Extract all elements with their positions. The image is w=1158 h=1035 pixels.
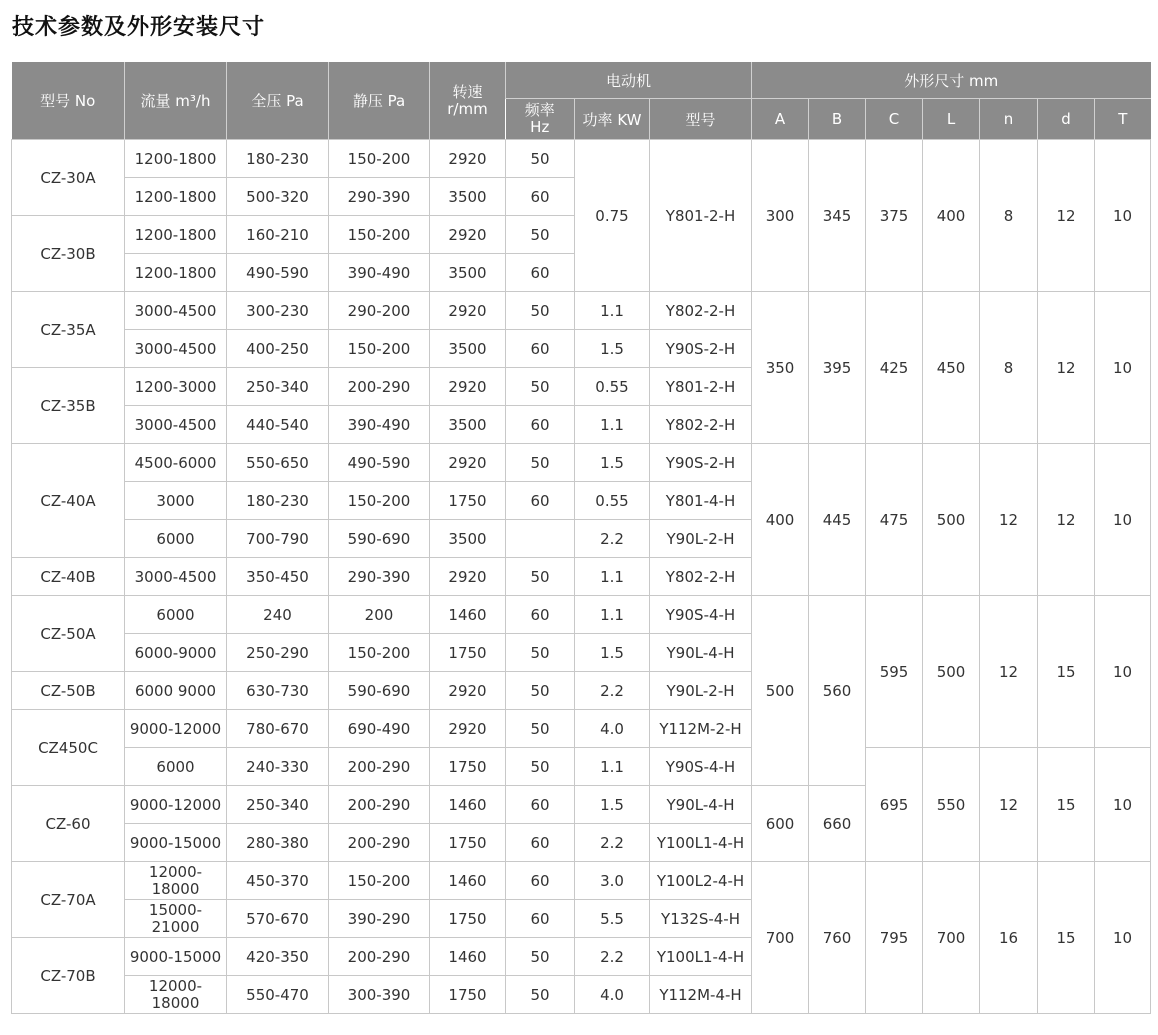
table-row xyxy=(12,140,1151,178)
freq-cell: 60 xyxy=(506,178,575,216)
power-cell: 1.1 xyxy=(575,292,650,330)
motor-model-cell: Y112M-2-H xyxy=(650,710,752,748)
static-pressure-cell: 290-200 xyxy=(329,292,430,330)
header-static-pressure: 静压 Pa xyxy=(329,62,430,140)
header-freq-line1: 频率 xyxy=(524,101,555,119)
power-cell: 4.0 xyxy=(575,710,650,748)
model-cell: CZ-30A xyxy=(12,140,125,216)
total-pressure-cell: 300-230 xyxy=(227,292,329,330)
freq-cell: 50 xyxy=(506,976,575,1014)
flow-cell: 12000-18000 xyxy=(125,976,227,1014)
table-row xyxy=(12,748,1151,786)
header-total-pressure: 全压 Pa xyxy=(227,62,329,140)
dim-c-cell: 475 xyxy=(866,444,923,596)
speed-cell: 1750 xyxy=(430,900,506,938)
dim-d-cell: 15 xyxy=(1038,862,1095,1014)
model-cell: CZ-35B xyxy=(12,368,125,444)
model-cell: CZ-50A xyxy=(12,596,125,672)
freq-cell: 50 xyxy=(506,444,575,482)
speed-cell: 3500 xyxy=(430,178,506,216)
header-motor-power: 功率 KW xyxy=(575,99,650,140)
power-cell: 1.5 xyxy=(575,444,650,482)
static-pressure-cell: 150-200 xyxy=(329,482,430,520)
flow-cell: 1200-1800 xyxy=(125,140,227,178)
total-pressure-cell: 350-450 xyxy=(227,558,329,596)
header-dim-c: C xyxy=(866,99,923,140)
dim-a-cell: 700 xyxy=(752,862,809,1014)
dim-n-cell: 12 xyxy=(980,748,1038,862)
header-dims-group: 外形尺寸 mm xyxy=(752,62,1151,99)
freq-cell: 60 xyxy=(506,900,575,938)
dim-d-cell: 15 xyxy=(1038,748,1095,862)
speed-cell: 1460 xyxy=(430,786,506,824)
dim-d-cell: 12 xyxy=(1038,140,1095,292)
flow-cell: 1200-1800 xyxy=(125,216,227,254)
total-pressure-cell: 240-330 xyxy=(227,748,329,786)
dim-a-cell: 600 xyxy=(752,786,809,862)
motor-model-cell: Y802-2-H xyxy=(650,292,752,330)
freq-cell: 60 xyxy=(506,330,575,368)
header-dim-n: n xyxy=(980,99,1038,140)
flow-cell: 6000 xyxy=(125,596,227,634)
power-cell: 1.1 xyxy=(575,748,650,786)
total-pressure-cell: 250-340 xyxy=(227,786,329,824)
table-row xyxy=(12,596,1151,634)
total-pressure-cell: 180-230 xyxy=(227,140,329,178)
motor-model-cell: Y132S-4-H xyxy=(650,900,752,938)
dim-t-cell: 10 xyxy=(1095,748,1151,862)
static-pressure-cell: 290-390 xyxy=(329,558,430,596)
dim-t-cell: 10 xyxy=(1095,140,1151,292)
freq-cell: 60 xyxy=(506,254,575,292)
speed-cell: 3500 xyxy=(430,406,506,444)
dim-t-cell: 10 xyxy=(1095,292,1151,444)
dim-n-cell: 16 xyxy=(980,862,1038,1014)
model-cell: CZ450C xyxy=(12,710,125,786)
speed-cell: 3500 xyxy=(430,254,506,292)
dim-c-cell: 795 xyxy=(866,862,923,1014)
freq-cell: 50 xyxy=(506,216,575,254)
motor-model-cell: Y90L-4-H xyxy=(650,634,752,672)
total-pressure-cell: 570-670 xyxy=(227,900,329,938)
header-dim-d: d xyxy=(1038,99,1095,140)
dim-d-cell: 15 xyxy=(1038,596,1095,748)
speed-cell: 2920 xyxy=(430,558,506,596)
model-cell: CZ-50B xyxy=(12,672,125,710)
motor-model-cell: Y90L-4-H xyxy=(650,786,752,824)
total-pressure-cell: 700-790 xyxy=(227,520,329,558)
dim-c-cell: 695 xyxy=(866,748,923,862)
speed-cell: 1750 xyxy=(430,976,506,1014)
static-pressure-cell: 590-690 xyxy=(329,520,430,558)
motor-model-cell: Y100L1-4-H xyxy=(650,938,752,976)
freq-cell: 50 xyxy=(506,368,575,406)
freq-cell: 60 xyxy=(506,596,575,634)
total-pressure-cell: 550-470 xyxy=(227,976,329,1014)
freq-cell: 60 xyxy=(506,406,575,444)
power-cell: 4.0 xyxy=(575,976,650,1014)
header-flow: 流量 m³/h xyxy=(125,62,227,140)
dim-b-cell: 395 xyxy=(809,292,866,444)
power-cell: 0.55 xyxy=(575,482,650,520)
static-pressure-cell: 150-200 xyxy=(329,140,430,178)
dim-l-cell: 700 xyxy=(923,862,980,1014)
power-cell: 2.2 xyxy=(575,824,650,862)
power-cell: 5.5 xyxy=(575,900,650,938)
flow-cell: 6000 xyxy=(125,748,227,786)
speed-cell: 1750 xyxy=(430,824,506,862)
dim-c-cell: 595 xyxy=(866,596,923,748)
static-pressure-cell: 390-290 xyxy=(329,900,430,938)
total-pressure-cell: 250-290 xyxy=(227,634,329,672)
flow-cell: 1200-3000 xyxy=(125,368,227,406)
model-cell: CZ-70B xyxy=(12,938,125,1014)
motor-model-cell: Y90L-2-H xyxy=(650,672,752,710)
freq-cell: 50 xyxy=(506,634,575,672)
header-speed-line1: 转速 xyxy=(452,82,483,101)
speed-cell: 2920 xyxy=(430,216,506,254)
flow-cell: 6000 xyxy=(125,520,227,558)
model-cell: CZ-40A xyxy=(12,444,125,558)
motor-model-cell: Y90S-2-H xyxy=(650,444,752,482)
total-pressure-cell: 450-370 xyxy=(227,862,329,900)
motor-model-cell: Y112M-4-H xyxy=(650,976,752,1014)
flow-cell: 9000-15000 xyxy=(125,824,227,862)
dim-b-cell: 345 xyxy=(809,140,866,292)
power-cell: 2.2 xyxy=(575,672,650,710)
dim-l-cell: 550 xyxy=(923,748,980,862)
freq-cell: 50 xyxy=(506,558,575,596)
static-pressure-cell: 390-490 xyxy=(329,406,430,444)
total-pressure-cell: 490-590 xyxy=(227,254,329,292)
freq-cell: 60 xyxy=(506,482,575,520)
speed-cell: 3500 xyxy=(430,520,506,558)
flow-cell: 9000-15000 xyxy=(125,938,227,976)
flow-cell: 15000-21000 xyxy=(125,900,227,938)
power-cell: 1.1 xyxy=(575,558,650,596)
total-pressure-cell: 630-730 xyxy=(227,672,329,710)
flow-cell: 1200-1800 xyxy=(125,254,227,292)
flow-cell: 6000 9000 xyxy=(125,672,227,710)
dim-a-cell: 350 xyxy=(752,292,809,444)
static-pressure-cell: 590-690 xyxy=(329,672,430,710)
model-cell: CZ-70A xyxy=(12,862,125,938)
static-pressure-cell: 200-290 xyxy=(329,748,430,786)
static-pressure-cell: 200-290 xyxy=(329,824,430,862)
motor-model-cell: Y100L2-4-H xyxy=(650,862,752,900)
static-pressure-cell: 150-200 xyxy=(329,330,430,368)
spec-table xyxy=(11,62,1151,1014)
static-pressure-cell: 150-200 xyxy=(329,634,430,672)
total-pressure-cell: 500-320 xyxy=(227,178,329,216)
model-cell: CZ-35A xyxy=(12,292,125,368)
static-pressure-cell: 200-290 xyxy=(329,368,430,406)
power-cell: 1.5 xyxy=(575,786,650,824)
flow-cell: 3000 xyxy=(125,482,227,520)
dim-l-cell: 400 xyxy=(923,140,980,292)
motor-model-cell: Y90S-2-H xyxy=(650,330,752,368)
header-dim-a: A xyxy=(752,99,809,140)
freq-cell: 50 xyxy=(506,292,575,330)
static-pressure-cell: 150-200 xyxy=(329,216,430,254)
dim-d-cell: 12 xyxy=(1038,292,1095,444)
static-pressure-cell: 200 xyxy=(329,596,430,634)
freq-cell xyxy=(506,520,575,558)
freq-cell: 50 xyxy=(506,938,575,976)
dim-d-cell: 12 xyxy=(1038,444,1095,596)
total-pressure-cell: 780-670 xyxy=(227,710,329,748)
total-pressure-cell: 440-540 xyxy=(227,406,329,444)
dim-t-cell: 10 xyxy=(1095,596,1151,748)
static-pressure-cell: 150-200 xyxy=(329,862,430,900)
header-dim-l: L xyxy=(923,99,980,140)
header-dim-b: B xyxy=(809,99,866,140)
freq-cell: 60 xyxy=(506,786,575,824)
freq-cell: 60 xyxy=(506,862,575,900)
header-motor-model: 型号 xyxy=(650,99,752,140)
total-pressure-cell: 250-340 xyxy=(227,368,329,406)
freq-cell: 60 xyxy=(506,824,575,862)
header-model: 型号 No xyxy=(12,62,125,140)
dim-a-cell: 500 xyxy=(752,596,809,786)
header-freq-line2: Hz xyxy=(530,118,550,136)
power-cell: 1.5 xyxy=(575,634,650,672)
total-pressure-cell: 240 xyxy=(227,596,329,634)
motor-model-cell: Y802-2-H xyxy=(650,558,752,596)
total-pressure-cell: 280-380 xyxy=(227,824,329,862)
freq-cell: 50 xyxy=(506,672,575,710)
dim-t-cell: 10 xyxy=(1095,862,1151,1014)
motor-model-cell: Y802-2-H xyxy=(650,406,752,444)
power-cell: 3.0 xyxy=(575,862,650,900)
static-pressure-cell: 290-390 xyxy=(329,178,430,216)
dim-b-cell: 445 xyxy=(809,444,866,596)
header-dim-t: T xyxy=(1095,99,1151,140)
power-cell: 2.2 xyxy=(575,938,650,976)
speed-cell: 1750 xyxy=(430,634,506,672)
motor-model-cell: Y100L1-4-H xyxy=(650,824,752,862)
flow-cell: 6000-9000 xyxy=(125,634,227,672)
dim-a-cell: 400 xyxy=(752,444,809,596)
dim-l-cell: 500 xyxy=(923,444,980,596)
flow-cell: 12000-18000 xyxy=(125,862,227,900)
header-speed-line2: r/mm xyxy=(447,99,488,118)
motor-model-cell: Y90S-4-H xyxy=(650,596,752,634)
model-cell: CZ-40B xyxy=(12,558,125,596)
page-title: 技术参数及外形安装尺寸 xyxy=(12,15,266,40)
speed-cell: 1460 xyxy=(430,596,506,634)
dim-l-cell: 450 xyxy=(923,292,980,444)
dim-l-cell: 500 xyxy=(923,596,980,748)
dim-n-cell: 8 xyxy=(980,140,1038,292)
header-speed xyxy=(430,62,506,140)
freq-cell: 50 xyxy=(506,140,575,178)
motor-model-cell: Y801-2-H xyxy=(650,140,752,292)
speed-cell: 2920 xyxy=(430,368,506,406)
power-cell: 0.55 xyxy=(575,368,650,406)
table-row xyxy=(12,862,1151,900)
flow-cell: 3000-4500 xyxy=(125,292,227,330)
flow-cell: 3000-4500 xyxy=(125,406,227,444)
power-cell: 1.1 xyxy=(575,406,650,444)
dim-b-cell: 760 xyxy=(809,862,866,1014)
motor-model-cell: Y90S-4-H xyxy=(650,748,752,786)
static-pressure-cell: 690-490 xyxy=(329,710,430,748)
speed-cell: 1460 xyxy=(430,938,506,976)
speed-cell: 2920 xyxy=(430,140,506,178)
motor-model-cell: Y801-4-H xyxy=(650,482,752,520)
freq-cell: 50 xyxy=(506,710,575,748)
header-motor-freq xyxy=(506,99,575,140)
table-row xyxy=(12,292,1151,330)
power-cell: 1.1 xyxy=(575,596,650,634)
dim-n-cell: 12 xyxy=(980,444,1038,596)
dim-n-cell: 12 xyxy=(980,596,1038,748)
model-cell: CZ-30B xyxy=(12,216,125,292)
speed-cell: 3500 xyxy=(430,330,506,368)
total-pressure-cell: 180-230 xyxy=(227,482,329,520)
speed-cell: 2920 xyxy=(430,710,506,748)
speed-cell: 2920 xyxy=(430,672,506,710)
dim-b-cell: 660 xyxy=(809,786,866,862)
dim-c-cell: 425 xyxy=(866,292,923,444)
flow-cell: 3000-4500 xyxy=(125,558,227,596)
dim-c-cell: 375 xyxy=(866,140,923,292)
static-pressure-cell: 390-490 xyxy=(329,254,430,292)
power-cell: 1.5 xyxy=(575,330,650,368)
static-pressure-cell: 300-390 xyxy=(329,976,430,1014)
header-motor-group: 电动机 xyxy=(506,62,752,99)
speed-cell: 2920 xyxy=(430,444,506,482)
speed-cell: 1750 xyxy=(430,748,506,786)
flow-cell: 4500-6000 xyxy=(125,444,227,482)
flow-cell: 3000-4500 xyxy=(125,330,227,368)
dim-a-cell: 300 xyxy=(752,140,809,292)
dim-b-cell: 560 xyxy=(809,596,866,786)
speed-cell: 1460 xyxy=(430,862,506,900)
static-pressure-cell: 200-290 xyxy=(329,938,430,976)
static-pressure-cell: 200-290 xyxy=(329,786,430,824)
table-row xyxy=(12,444,1151,482)
motor-model-cell: Y90L-2-H xyxy=(650,520,752,558)
speed-cell: 1750 xyxy=(430,482,506,520)
speed-cell: 2920 xyxy=(430,292,506,330)
dim-t-cell: 10 xyxy=(1095,444,1151,596)
power-cell: 2.2 xyxy=(575,520,650,558)
dim-n-cell: 8 xyxy=(980,292,1038,444)
freq-cell: 50 xyxy=(506,748,575,786)
flow-cell: 1200-1800 xyxy=(125,178,227,216)
total-pressure-cell: 420-350 xyxy=(227,938,329,976)
total-pressure-cell: 400-250 xyxy=(227,330,329,368)
flow-cell: 9000-12000 xyxy=(125,710,227,748)
motor-model-cell: Y801-2-H xyxy=(650,368,752,406)
power-cell: 0.75 xyxy=(575,140,650,292)
static-pressure-cell: 490-590 xyxy=(329,444,430,482)
model-cell: CZ-60 xyxy=(12,786,125,862)
total-pressure-cell: 160-210 xyxy=(227,216,329,254)
flow-cell: 9000-12000 xyxy=(125,786,227,824)
total-pressure-cell: 550-650 xyxy=(227,444,329,482)
